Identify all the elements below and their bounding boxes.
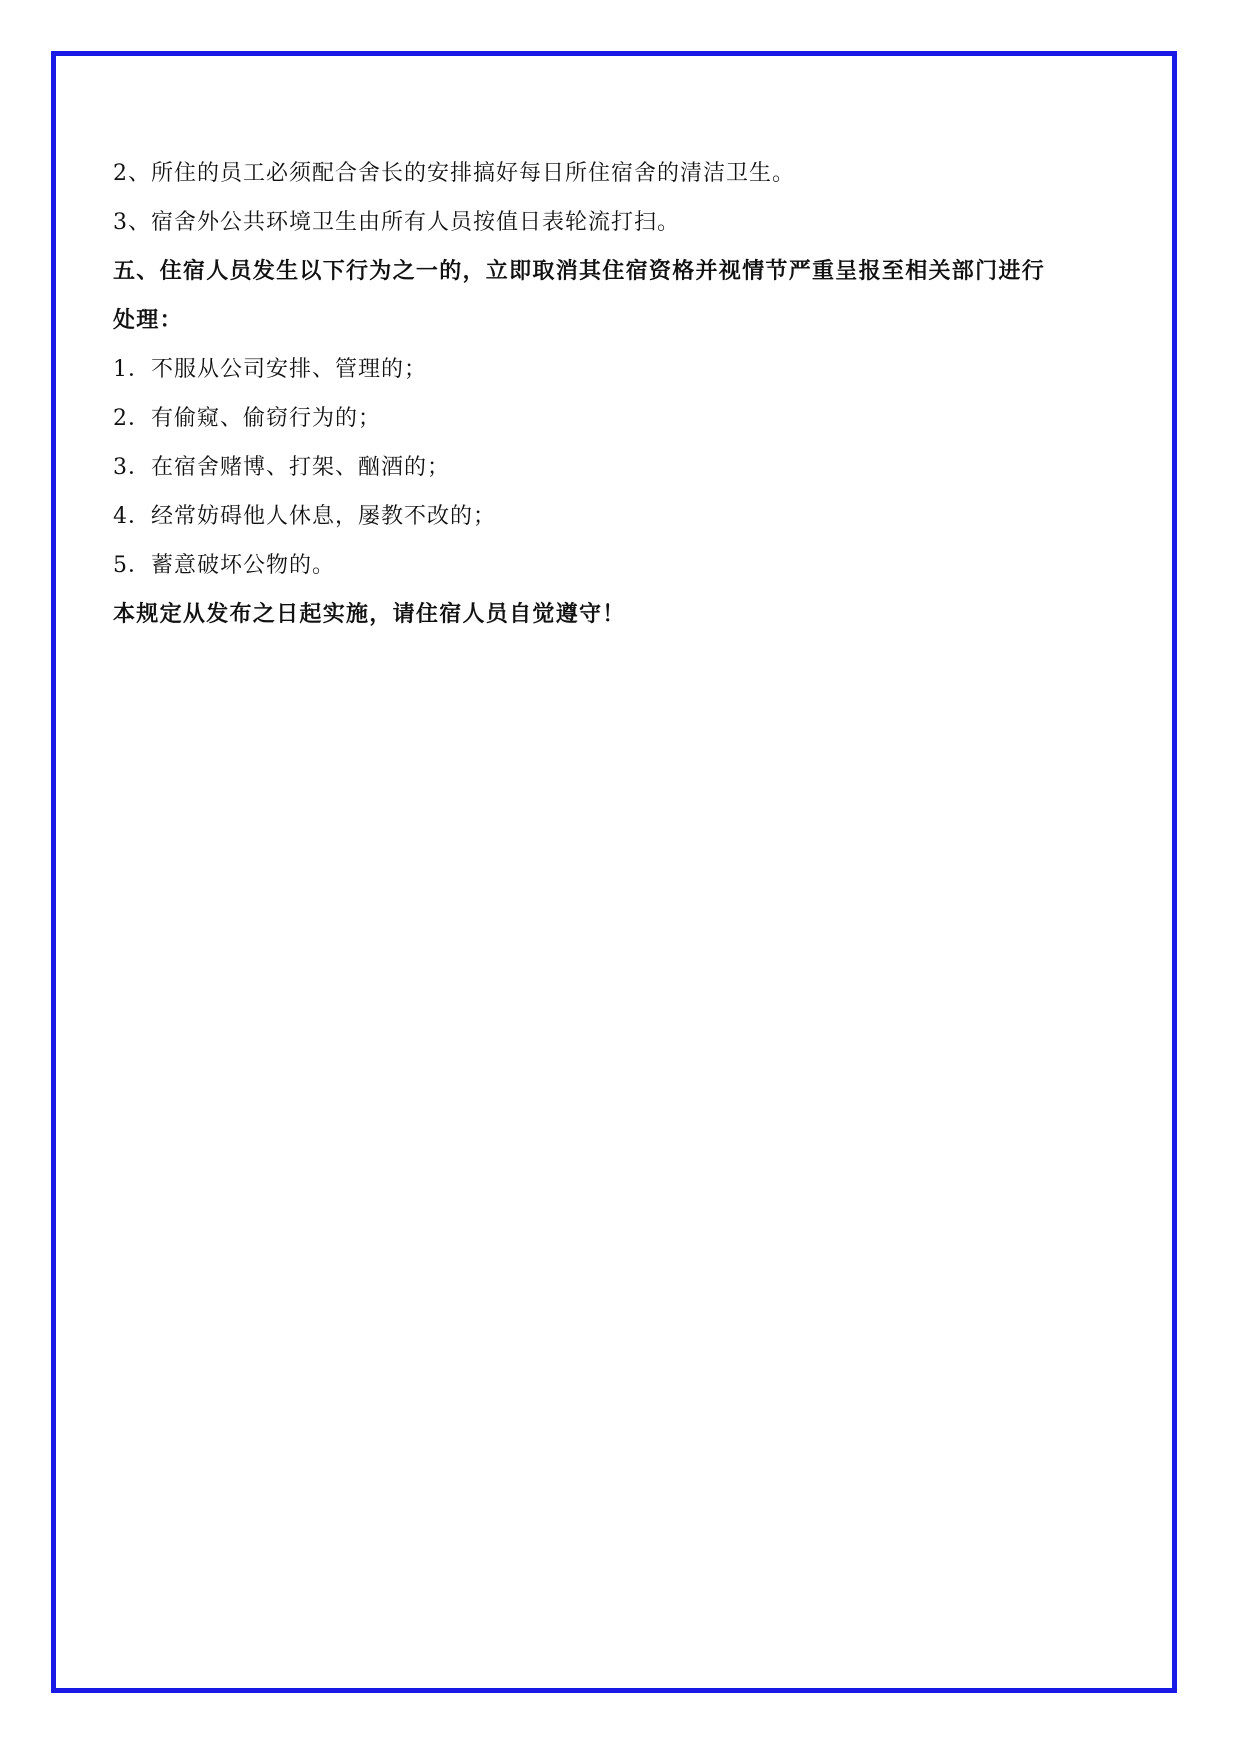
section-heading-violations-cont: 处理： [113, 308, 183, 333]
violation-item: 4．经常妨碍他人休息，屡教不改的； [113, 504, 496, 529]
document-body [113, 157, 1133, 647]
violation-item: 2．有偷窥、偷窃行为的； [113, 406, 381, 431]
section-heading-violations: 五、住宿人员发生以下行为之一的，立即取消其住宿资格并视情节严重呈报至相关部门进行 [113, 259, 1046, 284]
violation-item: 3．在宿舍赌博、打架、酗酒的； [113, 455, 450, 480]
clause-cleaning-duty: 2、所住的员工必须配合舍长的安排搞好每日所住宿舍的清洁卫生。 [113, 161, 795, 186]
closing-statement: 本规定从发布之日起实施，请住宿人员自觉遵守！ [113, 602, 626, 627]
clause-public-area-cleaning: 3、宿舍外公共环境卫生由所有人员按值日表轮流打扫。 [113, 210, 680, 235]
violation-item: 5．蓄意破坏公物的。 [113, 553, 335, 578]
violation-item: 1．不服从公司安排、管理的； [113, 357, 427, 382]
